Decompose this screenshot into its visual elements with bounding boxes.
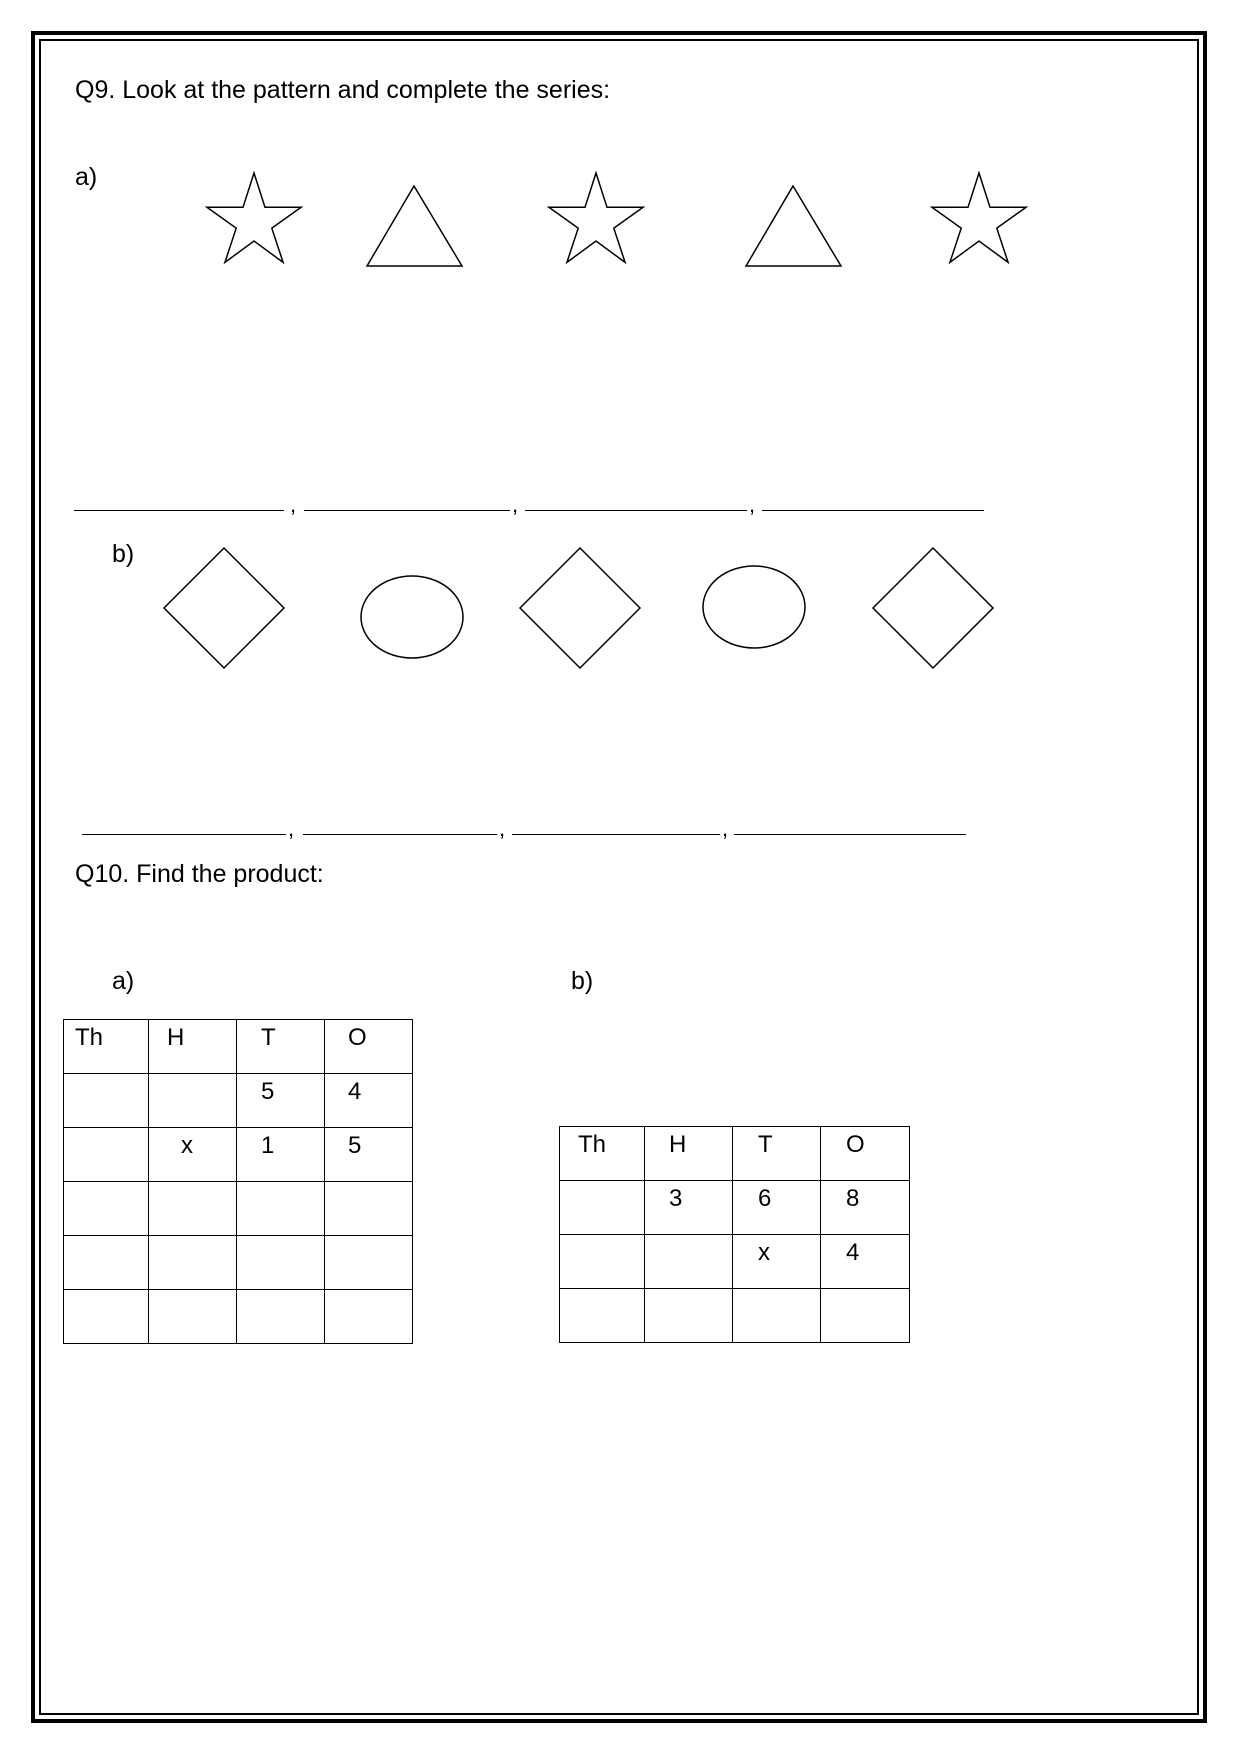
answer-cell[interactable] bbox=[64, 1128, 149, 1182]
answer-cell[interactable] bbox=[645, 1289, 733, 1343]
table-cell: 5 bbox=[237, 1074, 325, 1128]
q9-a-label: a) bbox=[75, 163, 98, 191]
answer-cell[interactable] bbox=[64, 1074, 149, 1128]
answer-blank-b-2[interactable] bbox=[303, 834, 497, 835]
header-th: Th bbox=[560, 1127, 645, 1181]
answer-blank-a-4[interactable] bbox=[762, 510, 984, 511]
header-h: H bbox=[645, 1127, 733, 1181]
q9-b-label: b) bbox=[112, 540, 135, 568]
separator: , bbox=[499, 816, 506, 841]
separator: , bbox=[290, 492, 297, 517]
table-cell: 5 bbox=[325, 1128, 413, 1182]
answer-cell[interactable] bbox=[64, 1290, 149, 1344]
q9-title: Q9. Look at the pattern and complete the series: bbox=[75, 76, 611, 104]
triangle-shape-1 bbox=[367, 186, 462, 266]
table-header-row bbox=[560, 1127, 910, 1181]
answer-cell[interactable] bbox=[64, 1182, 149, 1236]
q10-b-label: b) bbox=[571, 967, 594, 995]
table-row bbox=[64, 1128, 413, 1182]
answer-blank-b-1[interactable] bbox=[82, 834, 286, 835]
answer-cell[interactable] bbox=[237, 1236, 325, 1290]
star-shape-1 bbox=[207, 173, 301, 262]
answer-cell[interactable] bbox=[237, 1290, 325, 1344]
table-cell: 6 bbox=[733, 1181, 821, 1235]
answer-cell[interactable] bbox=[645, 1235, 733, 1289]
separator: , bbox=[722, 816, 729, 841]
table-cell[interactable] bbox=[149, 1074, 237, 1128]
answer-cell[interactable] bbox=[149, 1236, 237, 1290]
header-t: T bbox=[733, 1127, 821, 1181]
q10-a-label: a) bbox=[112, 967, 135, 995]
separator: , bbox=[288, 816, 295, 841]
table-row bbox=[64, 1182, 413, 1236]
answer-cell[interactable] bbox=[560, 1289, 645, 1343]
table-header-row bbox=[64, 1020, 413, 1074]
table-row bbox=[560, 1235, 910, 1289]
diamond-shape-3 bbox=[873, 548, 993, 668]
answer-cell[interactable] bbox=[325, 1290, 413, 1344]
circle-shape-1 bbox=[361, 576, 463, 658]
place-value-table-a bbox=[63, 1019, 413, 1344]
answer-cell[interactable] bbox=[149, 1182, 237, 1236]
separator: , bbox=[512, 492, 519, 517]
answer-cell[interactable] bbox=[325, 1182, 413, 1236]
table-cell: 1 bbox=[237, 1128, 325, 1182]
separator: , bbox=[749, 492, 756, 517]
place-value-table-b bbox=[559, 1126, 910, 1343]
table-cell: 3 bbox=[645, 1181, 733, 1235]
q10-title: Q10. Find the product: bbox=[75, 860, 324, 888]
star-shape-2 bbox=[549, 173, 643, 262]
answer-cell[interactable] bbox=[64, 1236, 149, 1290]
header-o: O bbox=[821, 1127, 910, 1181]
answer-blank-a-3[interactable] bbox=[525, 510, 747, 511]
table-row bbox=[560, 1289, 910, 1343]
answer-blank-b-3[interactable] bbox=[512, 834, 720, 835]
answer-cell[interactable] bbox=[237, 1182, 325, 1236]
table-cell: 8 bbox=[821, 1181, 910, 1235]
table-cell: 4 bbox=[821, 1235, 910, 1289]
header-t: T bbox=[237, 1020, 325, 1074]
triangle-shape-2 bbox=[746, 186, 841, 266]
answer-cell[interactable] bbox=[149, 1290, 237, 1344]
answer-blank-a-1[interactable] bbox=[74, 510, 284, 511]
answer-cell[interactable] bbox=[560, 1181, 645, 1235]
answer-cell[interactable] bbox=[733, 1289, 821, 1343]
answer-blank-a-2[interactable] bbox=[304, 510, 510, 511]
table-cell: 4 bbox=[325, 1074, 413, 1128]
star-shape-3 bbox=[932, 173, 1026, 262]
header-o: O bbox=[325, 1020, 413, 1074]
diamond-shape-2 bbox=[520, 548, 640, 668]
multiply-sign: x bbox=[733, 1235, 821, 1289]
table-row bbox=[64, 1236, 413, 1290]
circle-shape-2 bbox=[703, 566, 805, 648]
diamond-shape-1 bbox=[164, 548, 284, 668]
table-row bbox=[560, 1181, 910, 1235]
answer-cell[interactable] bbox=[821, 1289, 910, 1343]
table-row bbox=[64, 1074, 413, 1128]
answer-cell[interactable] bbox=[560, 1235, 645, 1289]
multiply-sign: x bbox=[149, 1128, 237, 1182]
table-row bbox=[64, 1290, 413, 1344]
answer-blank-b-4[interactable] bbox=[734, 834, 966, 835]
answer-cell[interactable] bbox=[325, 1236, 413, 1290]
header-h: H bbox=[149, 1020, 237, 1074]
header-th: Th bbox=[64, 1020, 149, 1074]
